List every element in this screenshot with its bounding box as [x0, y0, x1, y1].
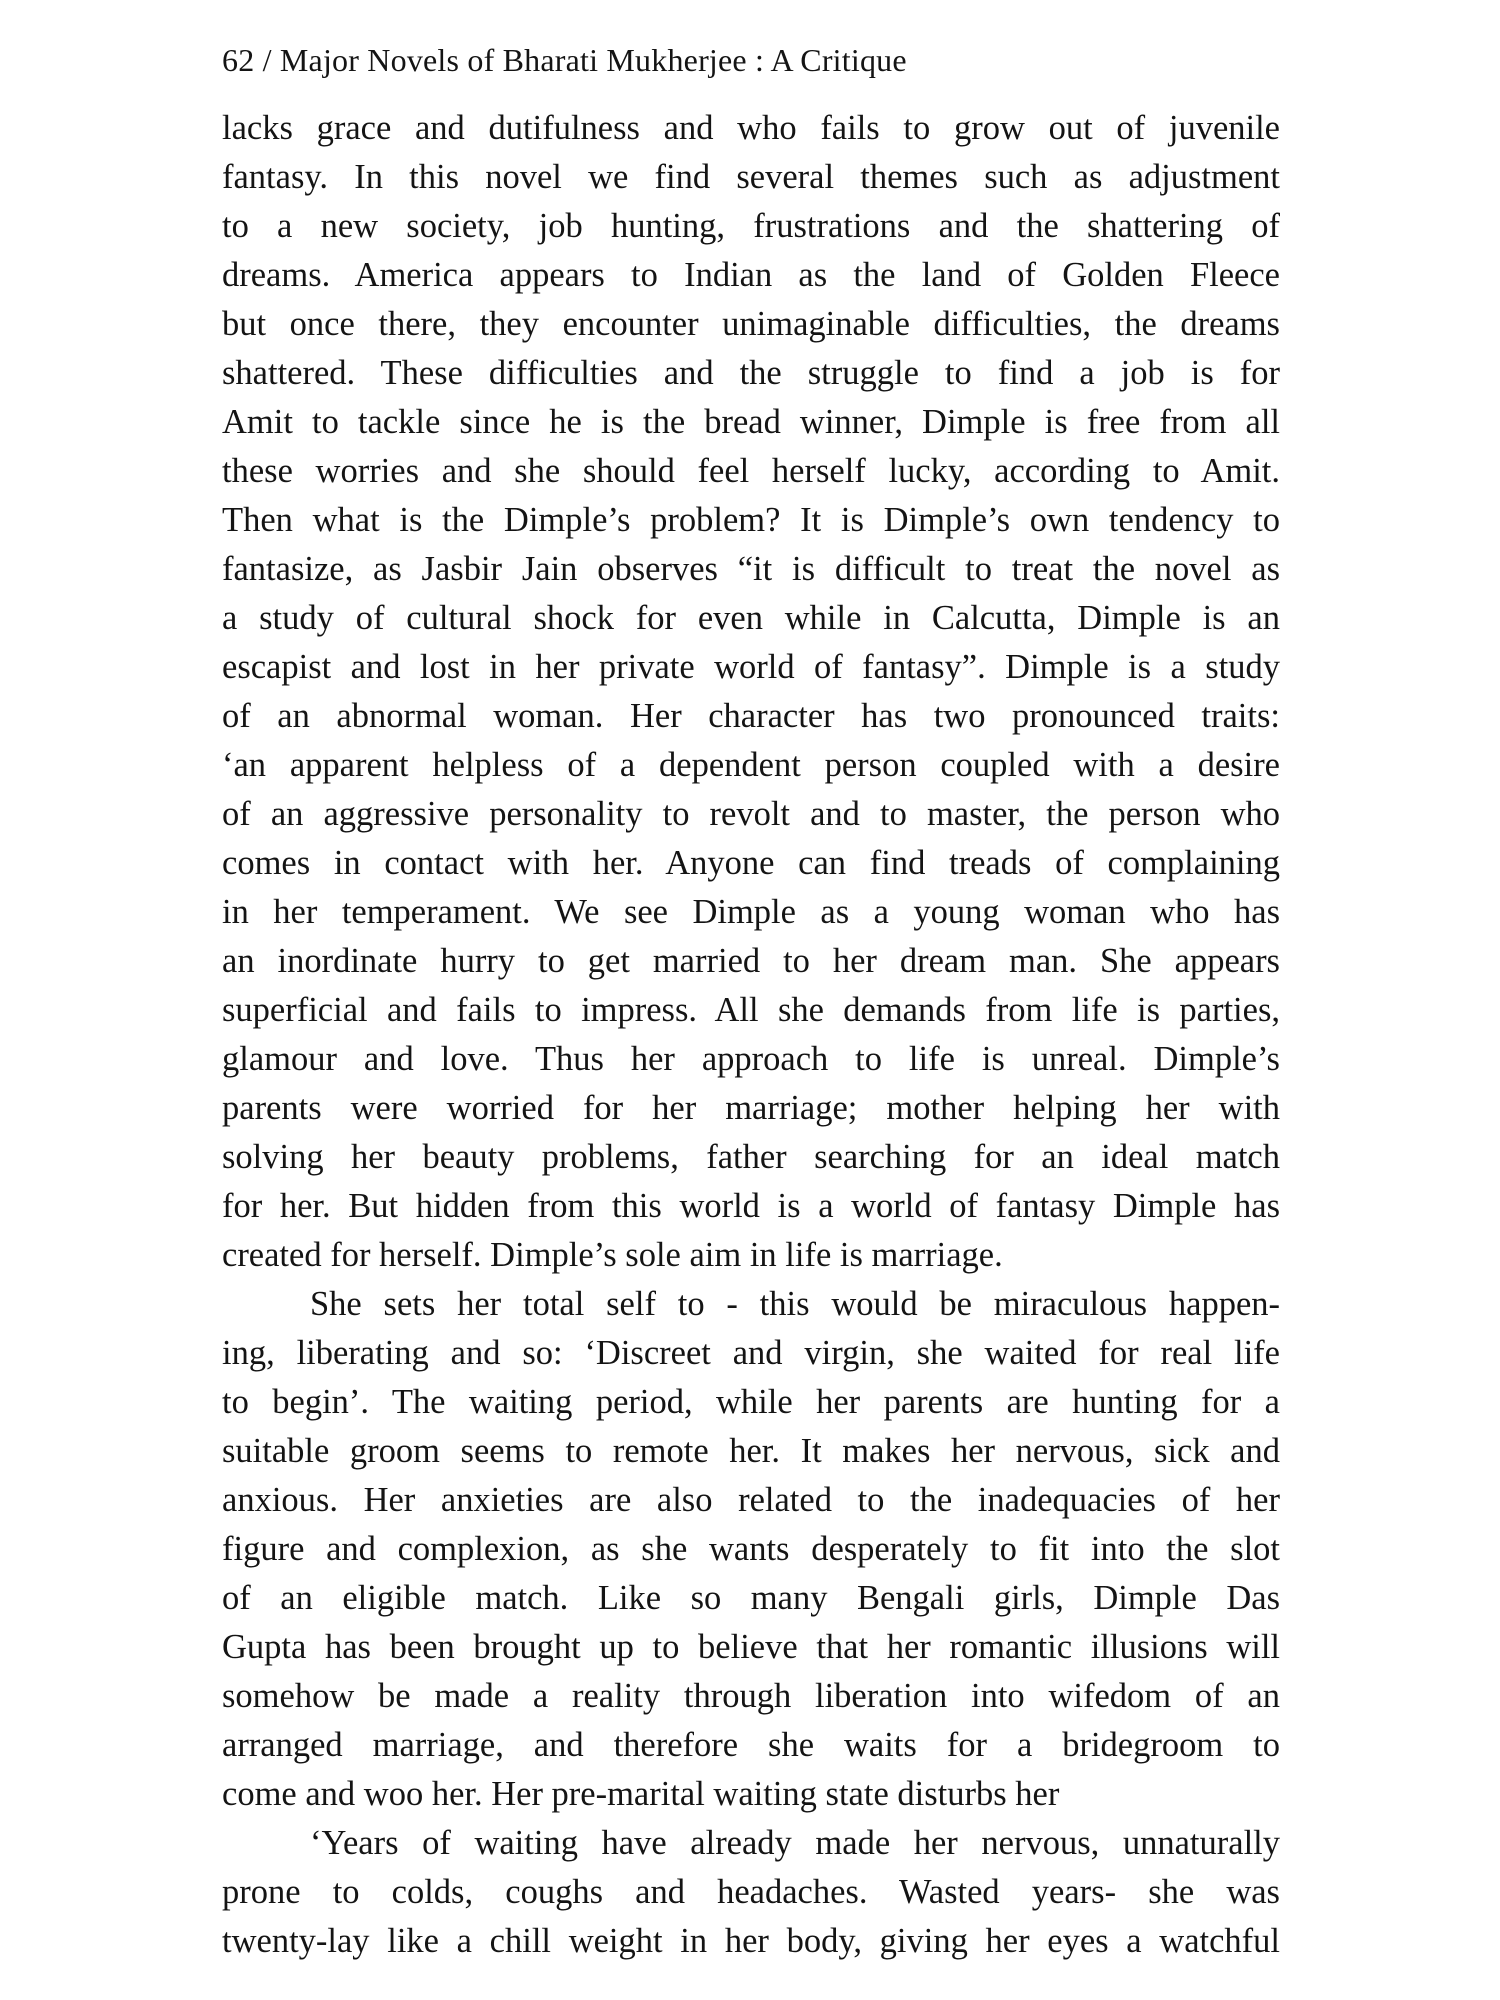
header-separator: / — [262, 42, 272, 78]
text-line: to begin’. The waiting period, while her parents are hunting for a — [222, 1383, 1280, 1421]
text-line: of an abnormal woman. Her character has two pronounced traits: — [222, 697, 1280, 735]
text-line: arranged marriage, and therefore she waits for a bridegroom to — [222, 1726, 1280, 1764]
text-line: solving her beauty problems, father searching for an ideal match — [222, 1138, 1280, 1176]
text-line: dreams. America appears to Indian as the land of Golden Fleece — [222, 256, 1280, 294]
paragraph-1 — [222, 104, 1280, 1280]
book-page — [222, 40, 1280, 1966]
text-line: an inordinate hurry to get married to her dream man. She appears — [222, 942, 1280, 980]
book-title: Major Novels of Bharati Mukherjee : A Critique — [279, 42, 907, 78]
text-line: suitable groom seems to remote her. It makes her nervous, sick and — [222, 1432, 1280, 1470]
text-line: Then what is the Dimple’s problem? It is Dimple’s own tendency to — [222, 501, 1280, 539]
text-line: ‘an apparent helpless of a dependent person coupled with a desire — [222, 746, 1280, 784]
text-line: somehow be made a reality through liberation into wifedom of an — [222, 1677, 1280, 1715]
text-line: superficial and fails to impress. All she demands from life is parties, — [222, 991, 1280, 1029]
text-line: of an aggressive personality to revolt and to master, the person who — [222, 795, 1280, 833]
text-line: created for herself. Dimple’s sole aim in life is marriage. — [222, 1236, 1003, 1274]
text-line: come and woo her. Her pre-marital waiting state disturbs her — [222, 1775, 1060, 1813]
text-line: prone to colds, coughs and headaches. Wasted years- she was — [222, 1873, 1280, 1911]
text-line: these worries and she should feel herself lucky, according to Amit. — [222, 452, 1280, 490]
text-line: escapist and lost in her private world of fantasy”. Dimple is a study — [222, 648, 1280, 686]
page-number: 62 — [222, 42, 255, 78]
text-line: lacks grace and dutifulness and who fails to grow out of juvenile — [222, 109, 1280, 147]
text-line: for her. But hidden from this world is a world of fantasy Dimple has — [222, 1187, 1280, 1225]
text-line: fantasy. In this novel we find several themes such as adjustment — [222, 158, 1280, 196]
text-line: figure and complexion, as she wants desperately to fit into the slot — [222, 1530, 1280, 1568]
paragraph-2 — [222, 1280, 1280, 1819]
text-line: Gupta has been brought up to believe that her romantic illusions will — [222, 1628, 1280, 1666]
text-line: comes in contact with her. Anyone can find treads of complaining — [222, 844, 1280, 882]
text-line: a study of cultural shock for even while in Calcutta, Dimple is an — [222, 599, 1280, 637]
text-line: in her temperament. We see Dimple as a young woman who has — [222, 893, 1280, 931]
text-line: anxious. Her anxieties are also related to the inadequacies of her — [222, 1481, 1280, 1519]
text-line: ‘Years of waiting have already made her nervous, unnaturally — [310, 1824, 1280, 1862]
text-line: of an eligible match. Like so many Bengali girls, Dimple Das — [222, 1579, 1280, 1617]
text-line: but once there, they encounter unimaginable difficulties, the dreams — [222, 305, 1280, 343]
text-line: shattered. These difficulties and the struggle to find a job is for — [222, 354, 1280, 392]
paragraph-3 — [222, 1819, 1280, 1966]
text-line: ing, liberating and so: ‘Discreet and virgin, she waited for real life — [222, 1334, 1280, 1372]
text-line: glamour and love. Thus her approach to life is unreal. Dimple’s — [222, 1040, 1280, 1078]
running-header — [222, 40, 1280, 80]
text-line: She sets her total self to - this would be miraculous happen- — [310, 1285, 1280, 1323]
text-line: parents were worried for her marriage; mother helping her with — [222, 1089, 1280, 1127]
text-line: fantasize, as Jasbir Jain observes “it is difficult to treat the novel as — [222, 550, 1280, 588]
text-line: twenty-lay like a chill weight in her body, giving her eyes a watchful — [222, 1922, 1280, 1960]
text-line: Amit to tackle since he is the bread winner, Dimple is free from all — [222, 403, 1280, 441]
text-line: to a new society, job hunting, frustrations and the shattering of — [222, 207, 1280, 245]
